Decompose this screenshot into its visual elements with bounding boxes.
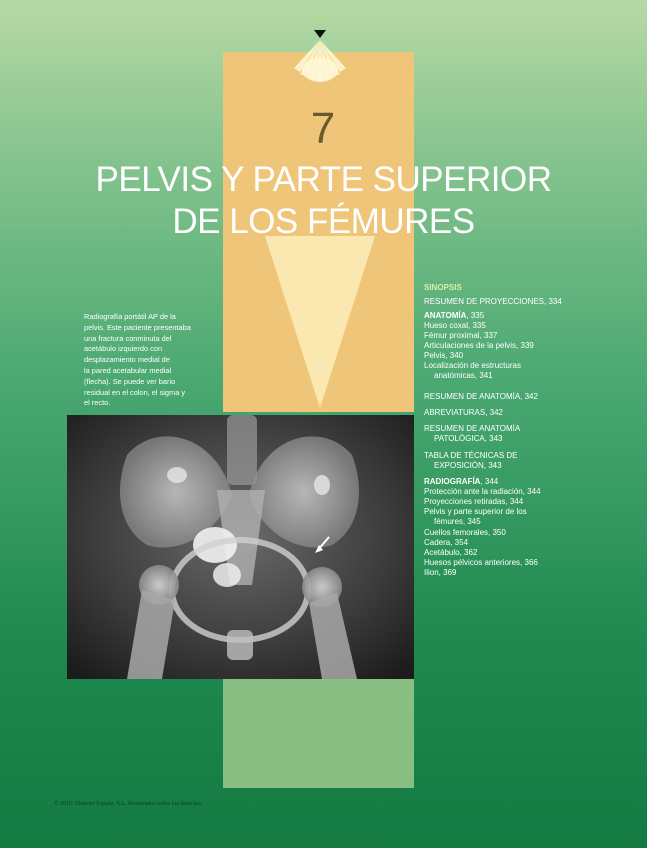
synopsis-entry xyxy=(424,361,634,380)
caption-line: Radiografía portátil AP de la xyxy=(84,312,176,321)
caption-line: residual en el colon, el sigma y xyxy=(84,387,186,397)
synopsis-entry xyxy=(424,311,634,321)
synopsis-line: Pelvis, 340 xyxy=(424,351,464,360)
chapter-title-line1: PELVIS Y PARTE SUPERIOR xyxy=(95,160,552,199)
synopsis-line: RESUMEN DE ANATOMÍA, 342 xyxy=(424,392,538,401)
copyright-notice: © 2010. Elsevier España, S.L. Reservados todos los derechos xyxy=(54,801,202,807)
synopsis-entry xyxy=(424,341,634,351)
synopsis-entry xyxy=(424,528,634,538)
synopsis-line: Cadera, 354 xyxy=(424,538,469,547)
caption-line: la pared acetabular medial xyxy=(84,365,172,375)
synopsis-line: Pelvis y parte superior de los xyxy=(424,507,527,516)
synopsis-line: Ilion, 369 xyxy=(424,568,457,577)
synopsis-line: Hueso coxal, 335 xyxy=(424,321,486,330)
synopsis-section-label: ANATOMÍA xyxy=(424,311,467,320)
synopsis-entry xyxy=(424,487,634,497)
synopsis-entry xyxy=(424,548,634,558)
figure-caption xyxy=(84,312,224,409)
chapter-number: 7 xyxy=(310,104,337,153)
synopsis-line: TABLA DE TÉCNICAS DE xyxy=(424,451,518,460)
synopsis-heading: SINOPSIS xyxy=(424,283,462,292)
chapter-title-line2: DE LOS FÉMURES xyxy=(172,202,475,241)
synopsis-line: Protección ante la radiación, 344 xyxy=(424,487,541,496)
caption-line: una fractura conminuta del xyxy=(84,333,172,343)
synopsis-section-label: RADIOGRAFÍA xyxy=(424,477,481,486)
decorative-triangle xyxy=(265,236,375,408)
synopsis-line: EXPOSICIÓN, 343 xyxy=(434,460,502,470)
synopsis-line: PATOLÓGICA, 343 xyxy=(434,433,503,443)
synopsis-line: RESUMEN DE ANATOMÍA xyxy=(424,424,521,433)
synopsis-entry xyxy=(424,392,634,402)
synopsis-entry xyxy=(424,321,634,331)
synopsis-entry xyxy=(424,351,634,361)
synopsis-entry xyxy=(424,538,634,548)
synopsis-line: Localización de estructuras xyxy=(424,361,521,370)
synopsis-entry xyxy=(424,297,634,307)
synopsis-line: fémures, 345 xyxy=(434,516,481,526)
synopsis-entry xyxy=(424,408,634,418)
caption-line: pelvis. Este paciente presentaba xyxy=(84,322,191,332)
caption-line: el recto. xyxy=(84,398,111,408)
synopsis-entry xyxy=(424,568,634,578)
radiograph-image xyxy=(67,415,414,679)
caption-line: (flecha). Se puede ver bario xyxy=(84,376,176,386)
synopsis-page-ref: , 335 xyxy=(466,311,485,320)
bottom-band xyxy=(223,678,414,788)
caption-line: desplazamiento medial de xyxy=(84,355,170,365)
synopsis-line: anatómicas, 341 xyxy=(434,370,493,380)
synopsis-entry xyxy=(424,558,634,568)
synopsis-entry xyxy=(424,507,634,526)
synopsis-entry xyxy=(424,331,634,341)
fan-ornament-icon xyxy=(290,28,350,84)
pelvis-radiograph xyxy=(67,415,414,679)
synopsis-entry xyxy=(424,477,634,487)
synopsis-line: Acetábulo, 362 xyxy=(424,548,478,557)
synopsis-entry xyxy=(424,497,634,507)
synopsis-line: Proyecciones retiradas, 344 xyxy=(424,497,524,506)
synopsis-line: Articulaciones de la pelvis, 339 xyxy=(424,341,534,350)
synopsis-line: Fémur proximal, 337 xyxy=(424,331,498,340)
synopsis-line: ABREVIATURAS, 342 xyxy=(424,408,503,417)
synopsis-entry xyxy=(424,451,634,470)
caption-line: acetábulo izquierdo con xyxy=(84,344,163,354)
synopsis-entry xyxy=(424,424,634,443)
synopsis-line: Cuellos femorales, 350 xyxy=(424,528,506,537)
synopsis-line: Huesos pélvicos anteriores, 366 xyxy=(424,558,538,567)
synopsis-page-ref: , 344 xyxy=(480,477,499,486)
synopsis-line: RESUMEN DE PROYECCIONES, 334 xyxy=(424,297,562,306)
